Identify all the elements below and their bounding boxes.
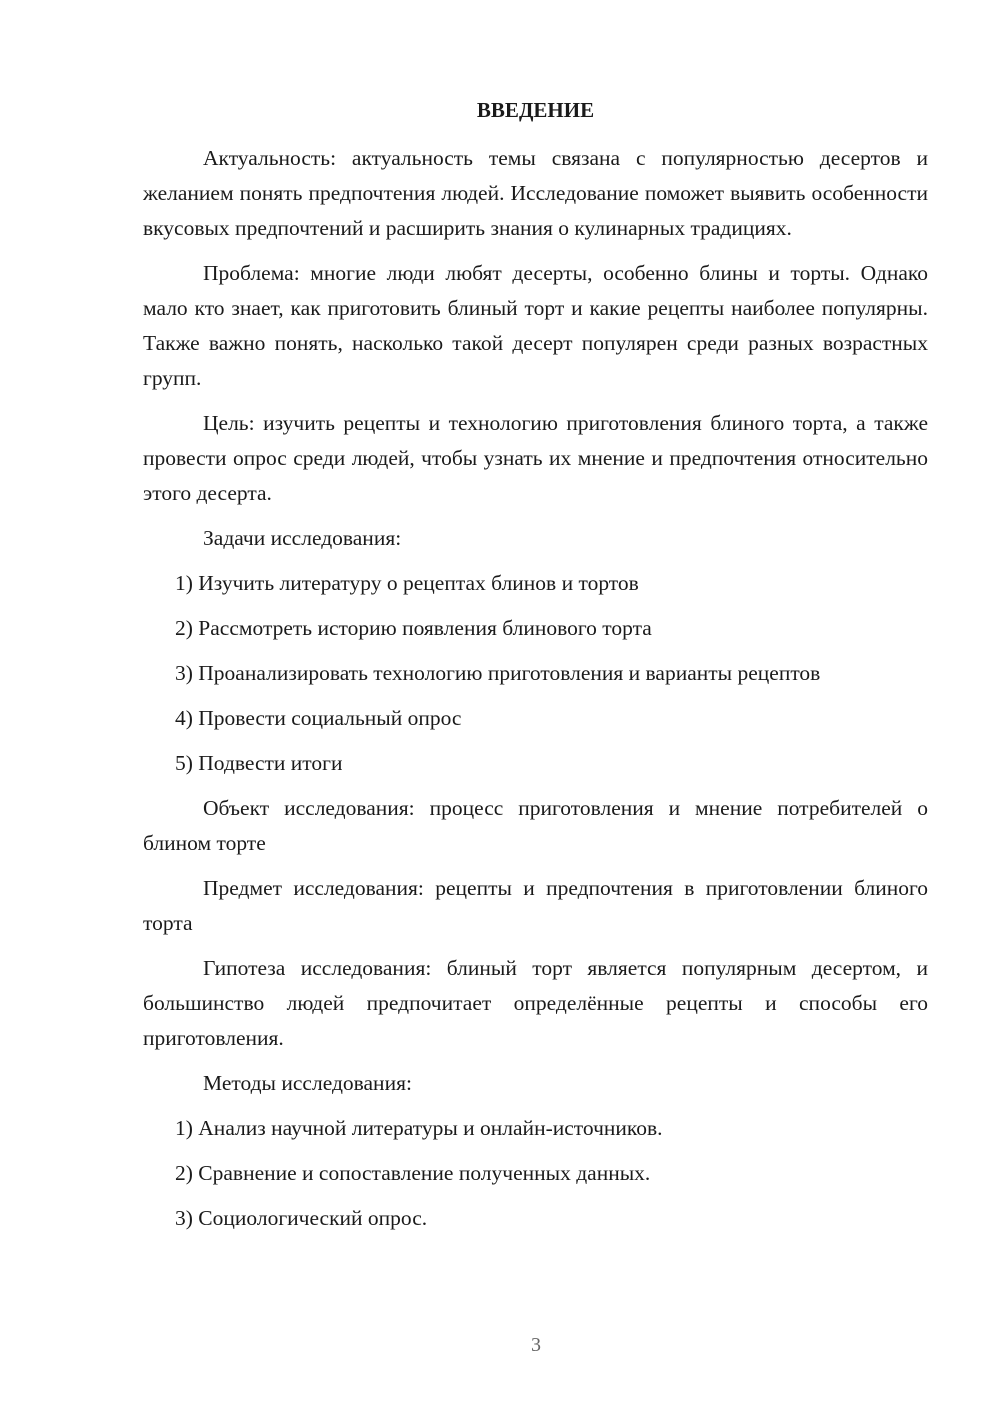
task-item: 1) Изучить литературу о рецептах блинов и тортов [175, 571, 639, 595]
subject-paragraph: Предмет исследования: рецепты и предпочтения в приготовлении блиного торта [143, 876, 928, 935]
relevance-paragraph: Актуальность: актуальность темы связана с популярностью десертов и желанием понять предпочтения людей. Исследование поможет выявить особенности вкусовых предпочтений и расширить знания о кулинарных традициях. [143, 146, 928, 240]
page-number: 3 [531, 1334, 541, 1356]
method-item: 3) Социологический опрос. [175, 1206, 428, 1230]
page-title: ВВЕДЕНИЕ [476, 98, 595, 122]
tasks-heading: Задачи исследования: [203, 526, 402, 550]
task-item: 3) Проанализировать технологию приготовления и варианты рецептов [175, 661, 821, 685]
methods-heading: Методы исследования: [203, 1071, 412, 1095]
goal-paragraph: Цель: изучить рецепты и технологию приготовления блиного торта, а также провести опрос среди людей, чтобы узнать их мнение и предпочтения относительно этого десерта. [143, 411, 928, 505]
task-item: 2) Рассмотреть историю появления блинового торта [175, 616, 652, 640]
hypothesis-paragraph: Гипотеза исследования: блиный торт является популярным десертом, и большинство людей предпочитает определённые рецепты и способы его приготовления. [143, 956, 928, 1050]
task-item: 5) Подвести итоги [175, 751, 343, 775]
method-item: 2) Сравнение и сопоставление полученных данных. [175, 1161, 651, 1185]
object-paragraph: Объект исследования: процесс приготовления и мнение потребителей о блином торте [143, 796, 928, 855]
method-item: 1) Анализ научной литературы и онлайн-источников. [175, 1116, 663, 1140]
task-item: 4) Провести социальный опрос [175, 706, 462, 730]
document-page [143, 95, 928, 1246]
problem-paragraph: Проблема: многие люди любят десерты, особенно блины и торты. Однако мало кто знает, как приготовить блиный торт и какие рецепты наиболее популярны. Также важно понять, насколько такой десерт популярен среди разных возрастных групп. [143, 261, 928, 390]
